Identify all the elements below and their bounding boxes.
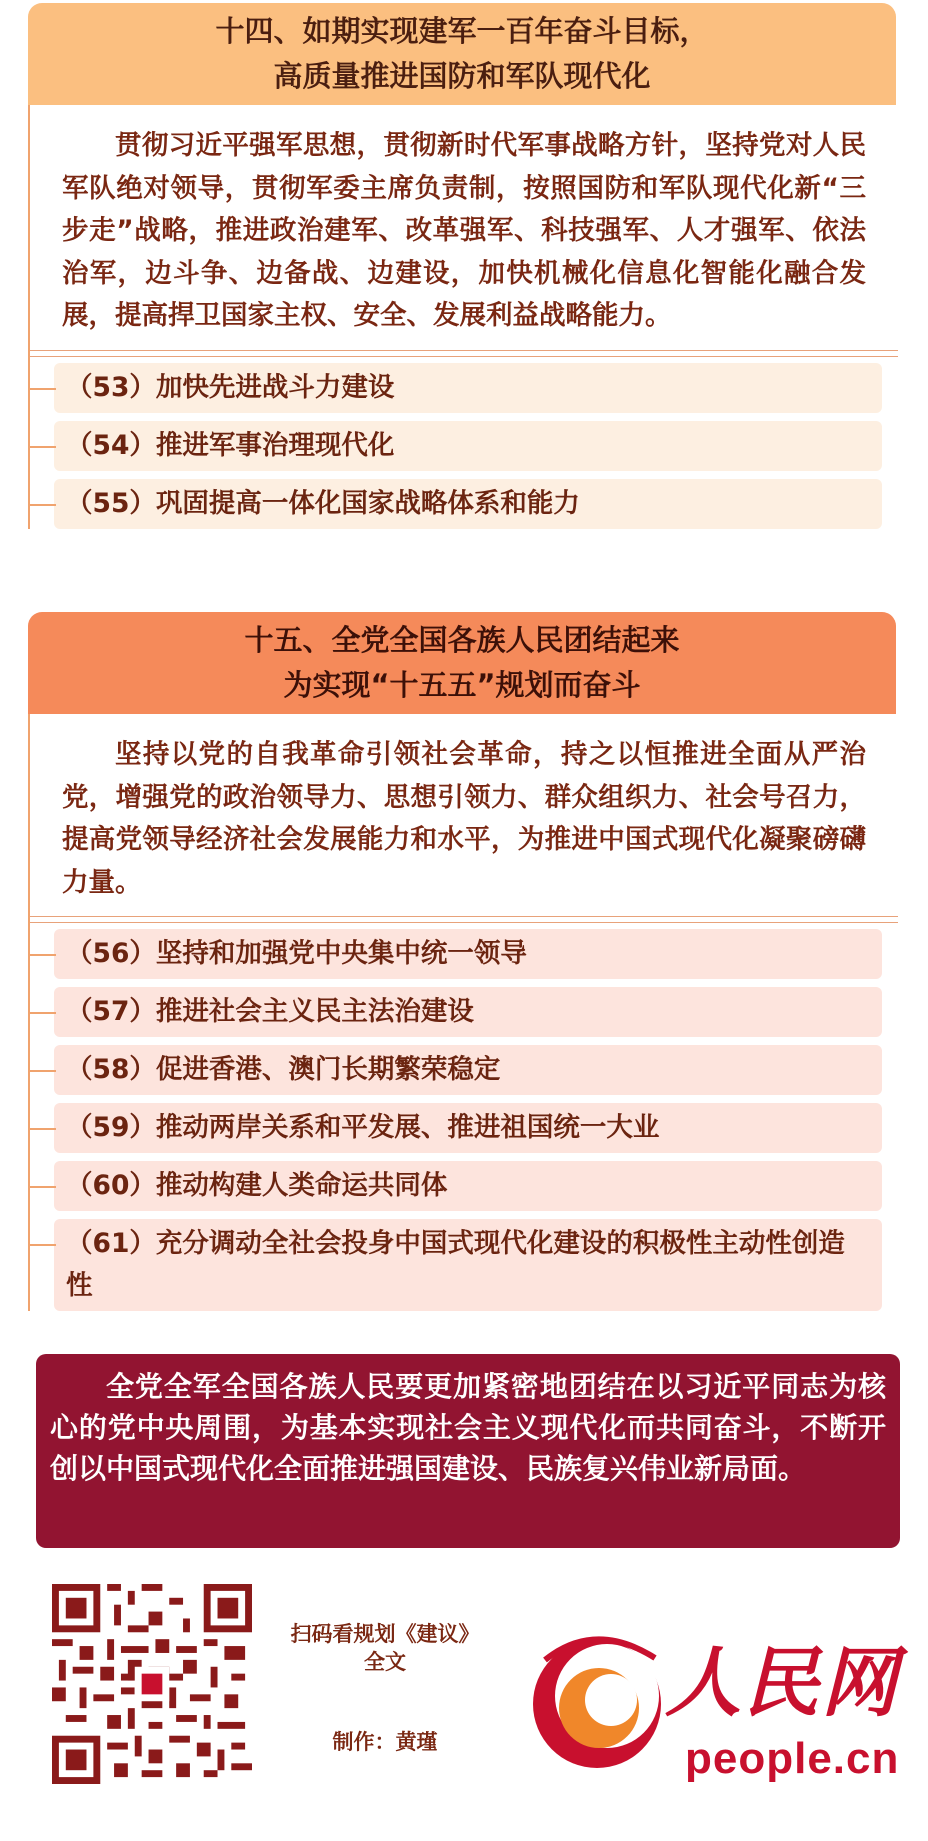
section-15-intro: 坚持以党的自我革命引领社会革命，持之以恒推进全面从严治党，增强党的政治领导力、思想引领力、群众组织力、社会号召力，提高党领导经济社会发展能力和水平，为推进中国式现代化凝聚磅礴力量。 [62, 739, 866, 898]
list-item: （60）推动构建人类命运共同体 [54, 1161, 882, 1211]
list-item: （61）充分调动全社会投身中国式现代化建设的积极性主动性创造性 [54, 1219, 882, 1311]
section-14-header [28, 3, 896, 105]
section-14-body [28, 105, 896, 529]
section-15-title-line1: 十五、全党全国各族人民团结起来 [244, 623, 680, 657]
logo-english: people.cn [685, 1734, 900, 1783]
list-item: （59）推动两岸关系和平发展、推进祖国统一大业 [54, 1103, 882, 1153]
section-14-title-line1: 十四、如期实现建军一百年奋斗目标， [215, 14, 709, 48]
section-14-intro: 贯彻习近平强军思想，贯彻新时代军事战略方针，坚持党对人民军队绝对领导，贯彻军委主席负责制，按照国防和军队现代化新“三步走”战略，推进政治建军、改革强军、科技强军、人才强军、依法治军，边斗争、边备战、边建设，加快机械化信息化智能化融合发展，提高捍卫国家主权、安全、发展利益战略能力。 [62, 130, 866, 331]
section-15 [28, 612, 896, 1319]
list-item: （53）加快先进战斗力建设 [54, 363, 882, 413]
footer [0, 1570, 928, 1841]
section-15-body [28, 714, 896, 1311]
section-14-title-line2: 高质量推进国防和军队现代化 [273, 59, 651, 93]
list-item: （57）推进社会主义民主法治建设 [54, 987, 882, 1037]
divider [30, 350, 898, 357]
list-item: （56）坚持和加强党中央集中统一领导 [54, 929, 882, 979]
author-credit: 制作：黄瑾 [332, 1729, 438, 1754]
list-item: （58）促进香港、澳门长期繁荣稳定 [54, 1045, 882, 1095]
divider [30, 916, 898, 923]
list-item: （54）推进军事治理现代化 [54, 421, 882, 471]
section-15-list [30, 929, 896, 1311]
section-14 [28, 3, 896, 537]
section-15-header [28, 612, 896, 714]
scan-caption-line2: 全文 [364, 1649, 406, 1674]
section-14-list [30, 363, 896, 529]
closing-statement: 全党全军全国各族人民要更加紧密地团结在以习近平同志为核心的党中央周围，为基本实现社会主义现代化而共同奋斗，不断开创以中国式现代化全面推进强国建设、民族复兴伟业新局面。 [36, 1354, 900, 1548]
people-cn-logo[interactable] [515, 1600, 905, 1820]
scan-caption [270, 1620, 500, 1676]
scan-caption-line1: 扫码看规划《建议》 [290, 1621, 480, 1646]
list-item: （55）巩固提高一体化国家战略体系和能力 [54, 479, 882, 529]
logo-chinese: 人民网 [665, 1638, 899, 1727]
qr-code-icon[interactable] [52, 1584, 252, 1784]
section-15-title-line2: 为实现“十五五”规划而奋斗 [283, 668, 641, 702]
